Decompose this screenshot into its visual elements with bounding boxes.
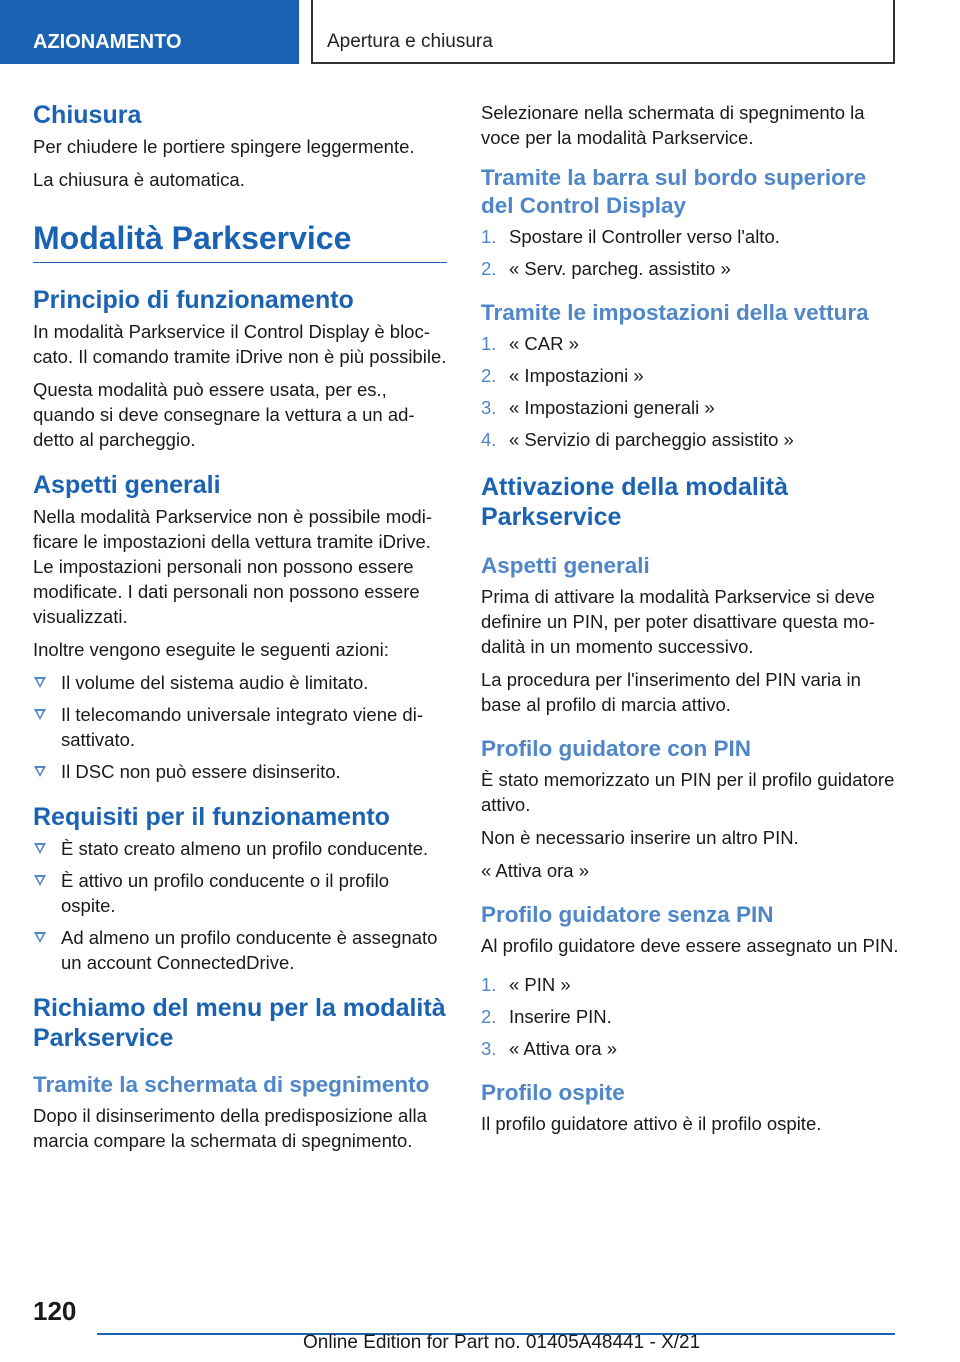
bullet-list-azioni: [33, 670, 447, 784]
heading-att-aspetti-generali: Aspetti generali: [481, 553, 650, 578]
list-item: [33, 702, 447, 752]
list-item: [481, 1004, 901, 1029]
step-text: « PIN »: [509, 974, 571, 995]
paragraph: È stato memorizzato un PIN per il profilo guidatore attivo.: [481, 769, 895, 815]
list-item-text: Il telecomando universale integrato viene disattivato.: [61, 704, 423, 750]
page-number: 120: [33, 1296, 77, 1326]
header-chapter-title: Apertura e chiusura: [311, 0, 895, 64]
list-item: [33, 670, 447, 695]
list-item-text: Il DSC non può essere disinserito.: [61, 761, 341, 782]
step-number: 2.: [481, 365, 497, 386]
list-item: [481, 395, 901, 420]
paragraph: Inoltre vengono eseguite le seguenti azioni:: [33, 639, 389, 660]
paragraph: In modalità Parkservice il Control Display è bloccato. Il comando tramite iDrive non è più possibile.: [33, 321, 447, 367]
paragraph: Selezionare nella schermata di spegnimento la voce per la modalità Parkservice.: [481, 102, 865, 148]
paragraph: Prima di attivare la modalità Parkservice si deve definire un PIN, per poter disattivare questa modalità in un momento successivo.: [481, 586, 875, 657]
list-item: [481, 224, 901, 249]
heading-profilo-senza-pin: Profilo guidatore senza PIN: [481, 902, 774, 927]
heading-schermata-spegnimento: Tramite la schermata di spegnimento: [33, 1072, 430, 1097]
bullet-list-requisiti: [33, 836, 447, 975]
step-text: « Servizio di parcheggio assistito »: [509, 429, 794, 450]
list-item-text: È stato creato almeno un profilo conducente.: [61, 838, 429, 859]
step-text: « Serv. parcheg. assistito »: [509, 258, 731, 279]
list-item: [481, 1036, 901, 1061]
step-text: « CAR »: [509, 333, 579, 354]
paragraph: Al profilo guidatore deve essere assegnato un PIN.: [481, 935, 899, 956]
heading-modalita-parkservice: Modalità Parkservice: [33, 218, 447, 263]
left-column: [33, 100, 447, 1161]
paragraph: La chiusura è automatica.: [33, 169, 245, 190]
triangle-bullet-icon: [34, 875, 46, 886]
list-item: [481, 363, 901, 388]
right-column: [481, 100, 901, 1144]
list-item: [481, 331, 901, 356]
list-item: [481, 427, 901, 452]
step-number: 3.: [481, 1038, 497, 1059]
steps-senza-pin: [481, 972, 901, 1061]
heading-richiamo-menu: Richiamo del menu per la modalità Parkservice: [33, 994, 446, 1052]
triangle-bullet-icon: [34, 843, 46, 854]
heading-profilo-ospite: Profilo ospite: [481, 1080, 625, 1105]
step-number: 3.: [481, 397, 497, 418]
step-number: 2.: [481, 1006, 497, 1027]
step-text: « Impostazioni »: [509, 365, 644, 386]
triangle-bullet-icon: [34, 677, 46, 688]
paragraph: « Attiva ora »: [481, 860, 589, 881]
step-number: 1.: [481, 974, 497, 995]
heading-attivazione: Attivazione della modalità Parkservice: [481, 473, 789, 531]
list-item-text: Il volume del sistema audio è limitato.: [61, 672, 369, 693]
paragraph: La procedura per l'inserimento del PIN varia in base al profilo di marcia attivo.: [481, 669, 861, 715]
steps-impostazioni: [481, 331, 901, 452]
step-text: Spostare il Controller verso l'alto.: [509, 226, 780, 247]
list-item: [481, 256, 901, 281]
paragraph: Questa modalità può essere usata, per es., quando si deve consegnare la vettura a un addetto al parcheggio.: [33, 379, 415, 450]
list-item: [33, 759, 447, 784]
list-item-text: È attivo un profilo conducente o il profilo ospite.: [61, 870, 390, 916]
triangle-bullet-icon: [34, 766, 46, 777]
paragraph: Nella modalità Parkservice non è possibile modificare le impostazioni della vettura tramite iDrive. Le impostazioni personali non possono essere modificate. I dati personali non possono essere visualizzati.: [33, 506, 432, 627]
triangle-bullet-icon: [34, 709, 46, 720]
footer-edition: Online Edition for Part no. 01405A48441 - X/21: [303, 1332, 701, 1353]
list-item: [481, 972, 901, 997]
heading-aspetti-generali: Aspetti generali: [33, 471, 221, 499]
step-text: « Attiva ora »: [509, 1038, 617, 1059]
step-number: 2.: [481, 258, 497, 279]
paragraph: Non è necessario inserire un altro PIN.: [481, 827, 799, 848]
heading-impostazioni-vettura: Tramite le impostazioni della vettura: [481, 300, 869, 325]
triangle-bullet-icon: [34, 932, 46, 943]
header-section-tab: AZIONAMENTO: [0, 0, 299, 64]
list-item-text: Ad almeno un profilo conducente è assegnato un account ConnectedDrive.: [61, 927, 438, 973]
heading-requisiti: Requisiti per il funzionamento: [33, 803, 390, 831]
step-number: 4.: [481, 429, 497, 450]
list-item: [33, 925, 447, 975]
step-number: 1.: [481, 333, 497, 354]
heading-principio: Principio di funzionamento: [33, 286, 354, 314]
heading-profilo-con-pin: Profilo guidatore con PIN: [481, 736, 752, 761]
paragraph: Il profilo guidatore attivo è il profilo ospite.: [481, 1113, 822, 1134]
steps-barra: [481, 224, 901, 281]
heading-chiusura: Chiusura: [33, 101, 142, 129]
list-item: [33, 836, 447, 861]
paragraph: Dopo il disinserimento della predisposizione alla marcia compare la schermata di spegnimento.: [33, 1105, 427, 1151]
paragraph: Per chiudere le portiere spingere leggermente.: [33, 136, 415, 157]
step-text: Inserire PIN.: [509, 1006, 612, 1027]
list-item: [33, 868, 447, 918]
heading-barra-control-display: Tramite la barra sul bordo superiore del Control Display: [481, 165, 867, 218]
step-text: « Impostazioni generali »: [509, 397, 715, 418]
step-number: 1.: [481, 226, 497, 247]
